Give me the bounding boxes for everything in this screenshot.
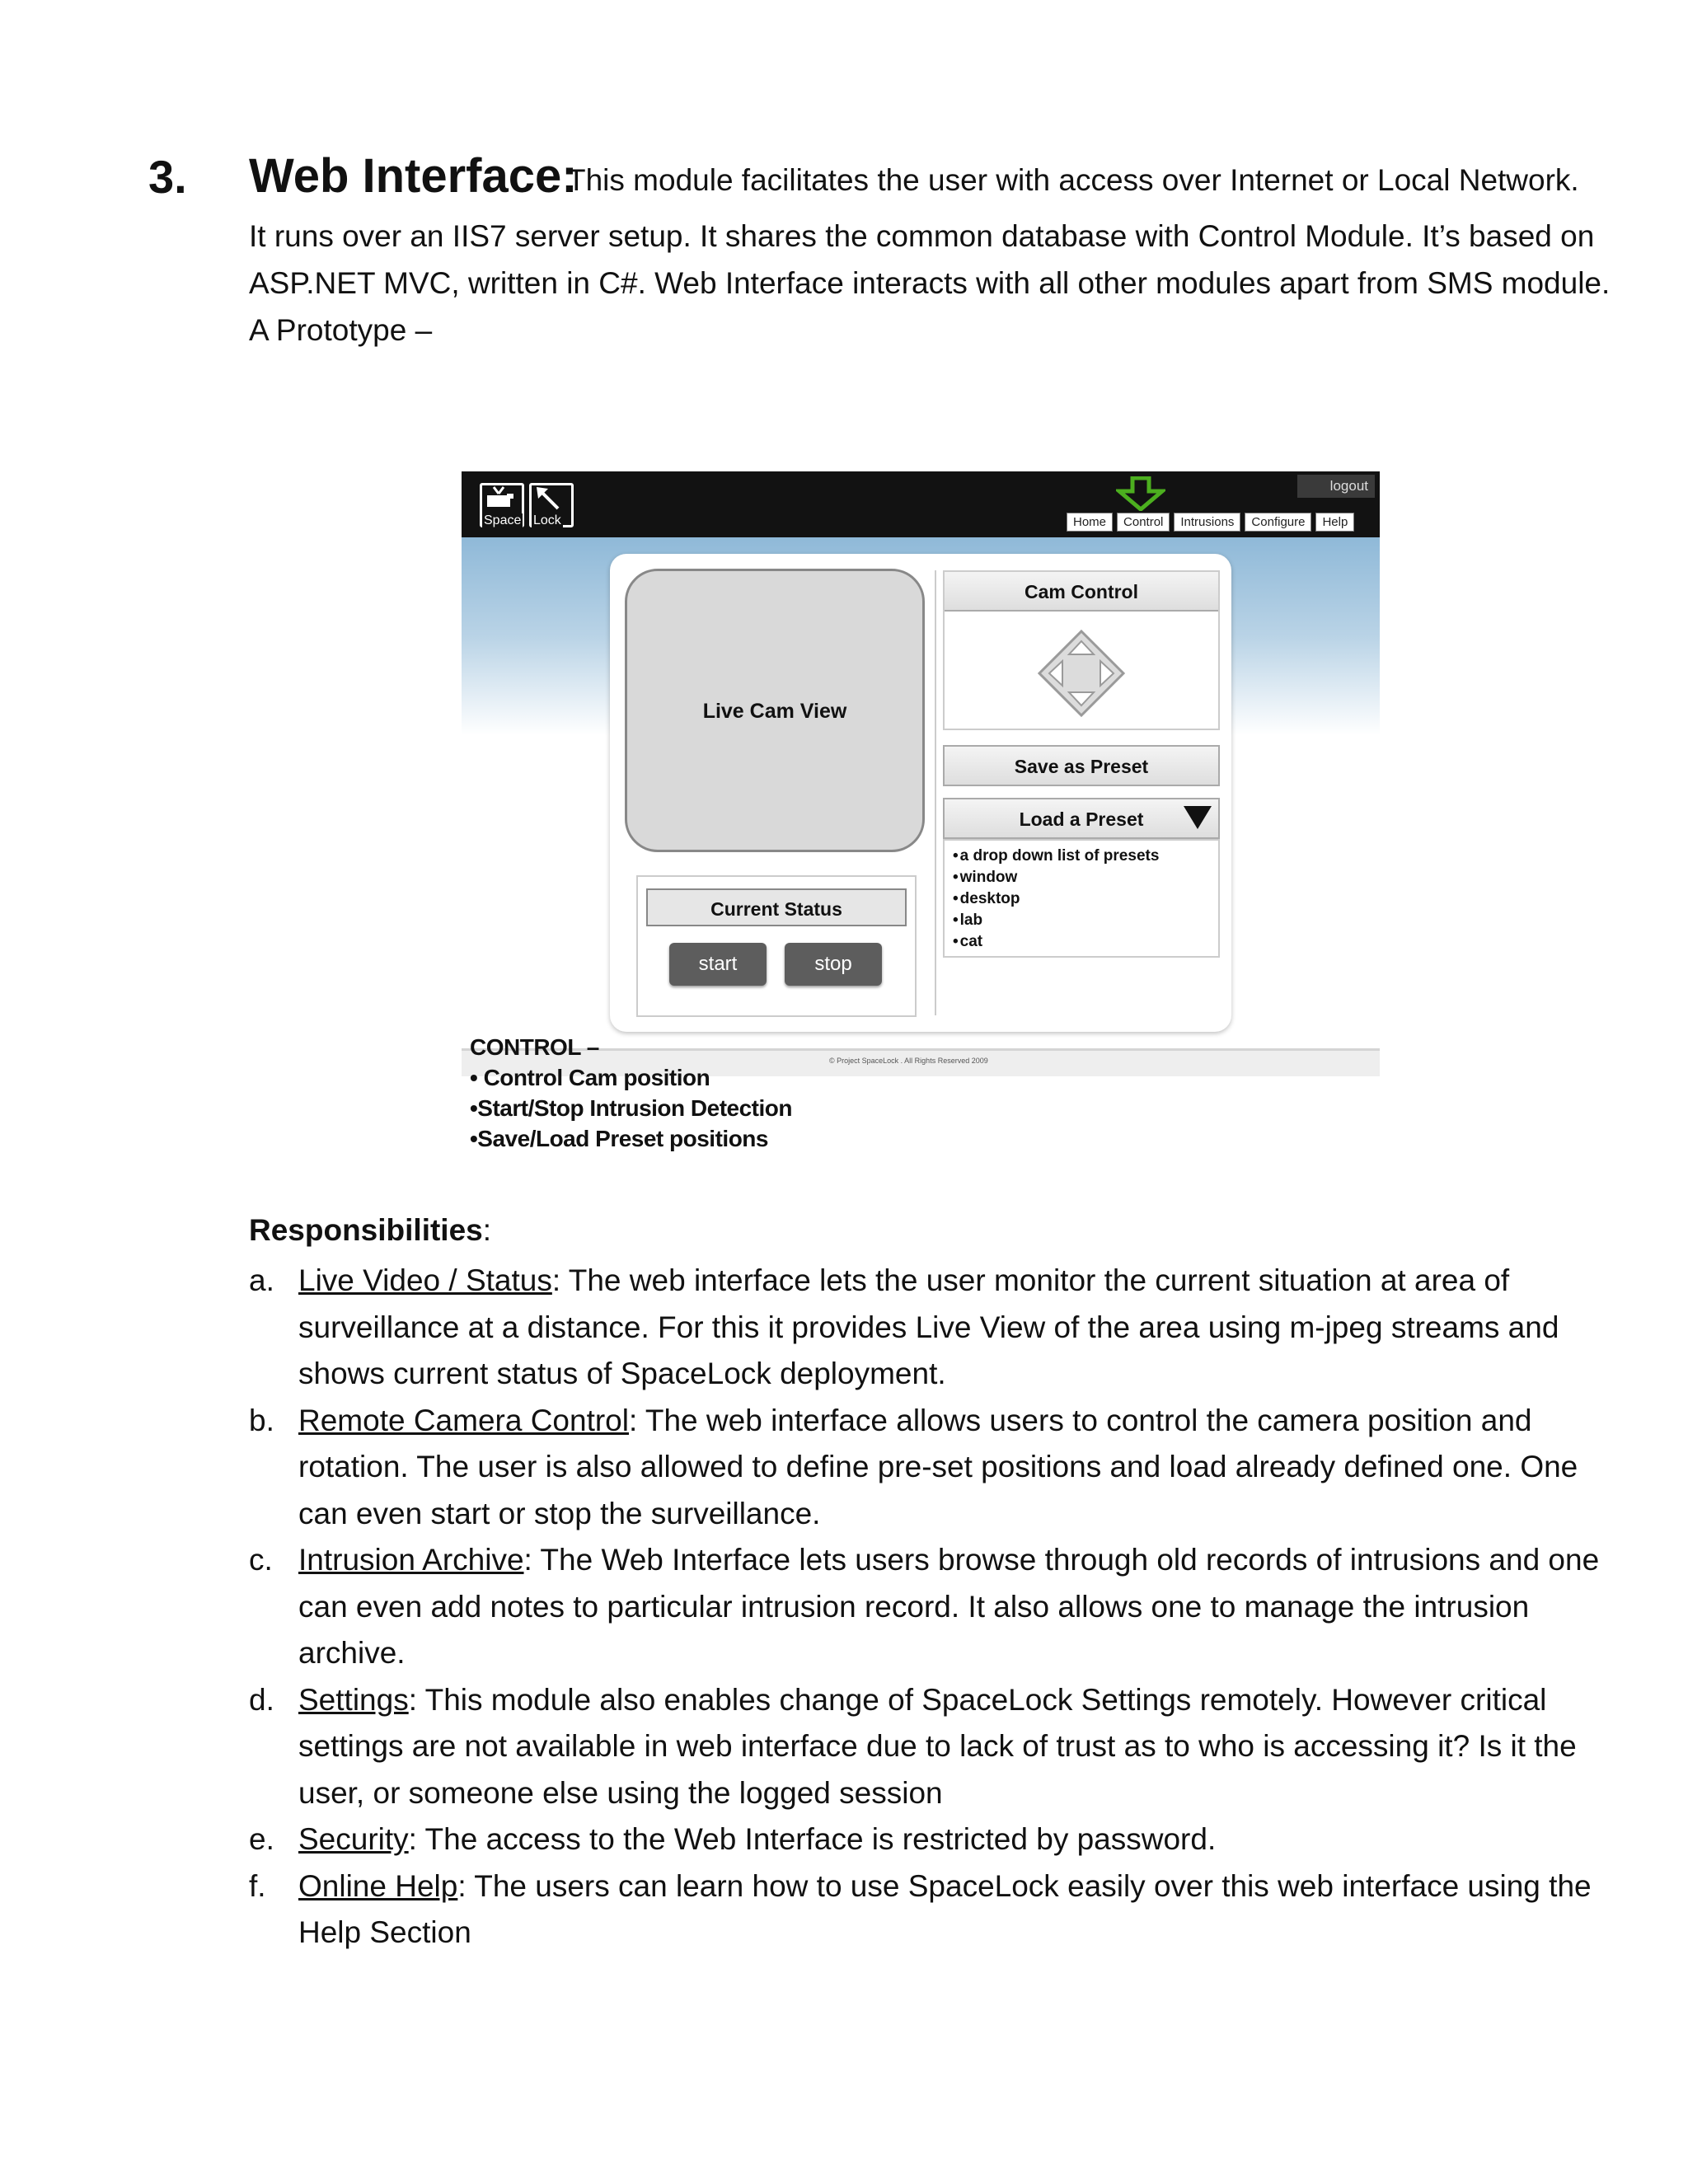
list-term: Settings [298,1682,409,1717]
move-arrows-icon[interactable] [1036,628,1127,719]
preset-list [943,839,1220,958]
logout-button[interactable]: logout [1297,475,1375,498]
intro-paragraph [249,213,1617,354]
responsibilities-heading: Responsibilities: [249,1213,492,1247]
list-item [249,1258,1617,1398]
cursor-icon [532,485,568,513]
current-status-label: Current Status [646,888,907,926]
nav-control[interactable]: Control [1117,513,1170,532]
load-preset-label: Load a Preset [1019,808,1144,830]
intro-body: It runs over an IIS7 server setup. It shares the common database with Control Module. It’s based on ASP.NET MVC, written in C#. Web Interface interacts with all other modules apart from SMS module. [249,219,1611,300]
list-text: : The web interface allows users to control the camera position and rotation. The user is also allowed to define pre-set positions and load already defined one. One can even start or stop the surveillance. [298,1403,1578,1530]
panel-divider [935,570,936,1015]
section-number: 3. [148,151,187,203]
cam-control-box [943,570,1220,730]
logo-camera-box [480,483,524,527]
preset-item[interactable]: • lab [953,910,1218,931]
status-box [636,875,917,1017]
start-button[interactable]: start [669,943,767,986]
nav-home[interactable]: Home [1067,513,1113,532]
list-marker: c. [249,1543,273,1577]
list-item [249,1677,1617,1817]
list-term: Live Video / Status [298,1263,552,1297]
list-term: Intrusion Archive [298,1543,524,1577]
camera-icon [482,485,518,513]
prototype-label: A Prototype – [249,313,433,347]
preset-item[interactable]: • cat [953,931,1218,953]
control-title: CONTROL – [470,1034,599,1060]
dropdown-triangle-icon [1184,806,1212,829]
list-marker: d. [249,1682,274,1717]
live-cam-label: Live Cam View [702,700,847,723]
green-arrow-down-icon [1116,476,1165,511]
list-item [249,1537,1617,1677]
save-preset-button[interactable]: Save as Preset [943,745,1220,786]
load-preset-dropdown[interactable] [943,798,1220,839]
list-marker: b. [249,1403,274,1437]
logo-lock-box [529,483,574,527]
logo-space-text: Space [484,513,522,527]
intro-lead-text: This module facilitates the user with access over Internet or Local Network. [567,163,1579,197]
list-item [249,1398,1617,1538]
control-item: • Control Cam position [470,1065,710,1090]
prototype-screenshot [462,471,1380,1076]
list-term: Online Help [298,1868,458,1903]
responsibilities-list [249,1258,1617,1957]
spacelock-logo [480,483,574,527]
stop-button[interactable]: stop [785,943,882,986]
list-marker: e. [249,1822,274,1856]
live-cam-view[interactable] [625,569,925,852]
logo-lock-text: Lock [533,513,561,527]
preset-item[interactable]: • a drop down list of presets [953,846,1218,867]
list-item [249,1816,1617,1863]
list-term: Remote Camera Control [298,1403,629,1437]
list-term: Security [298,1822,409,1856]
list-marker: a. [249,1263,274,1297]
section-heading: Web Interface: [249,149,578,203]
list-text: : The users can learn how to use SpaceLock easily over this web interface using the Help Section [298,1868,1592,1949]
list-text: : The web interface lets the user monitor the current situation at area of surveillance at a distance. For this it provides Live View of the area using m-jpeg streams and shows current status of SpaceLock deployment. [298,1263,1559,1390]
list-text: : The access to the Web Interface is restricted by password. [408,1822,1217,1856]
preset-item[interactable]: • window [953,867,1218,888]
list-text: : This module also enables change of SpaceLock Settings remotely. However critical settings are not available in web interface due to lack of trust as to who is accessing it? Is it the user, or someone else using the logged session [298,1682,1577,1810]
list-marker: f. [249,1868,266,1903]
control-item: •Save/Load Preset positions [470,1126,768,1151]
copyright-text: © Project SpaceLock . All Rights Reserved 2009 [829,1057,988,1065]
cam-control-header: Cam Control [943,570,1220,612]
control-item: •Start/Stop Intrusion Detection [470,1095,792,1121]
list-item [249,1863,1617,1957]
preset-item[interactable]: • desktop [953,888,1218,910]
list-text: : The Web Interface lets users browse through old records of intrusions and one can even add notes to particular intrusion record. It also allows one to manage the intrusion archive. [298,1543,1600,1670]
main-nav [1067,513,1354,532]
control-notes [470,1032,792,1154]
responsibilities-title: Responsibilities [249,1213,483,1247]
nav-help[interactable]: Help [1315,513,1354,532]
nav-configure[interactable]: Configure [1245,513,1311,532]
nav-intrusions[interactable]: Intrusions [1174,513,1240,532]
